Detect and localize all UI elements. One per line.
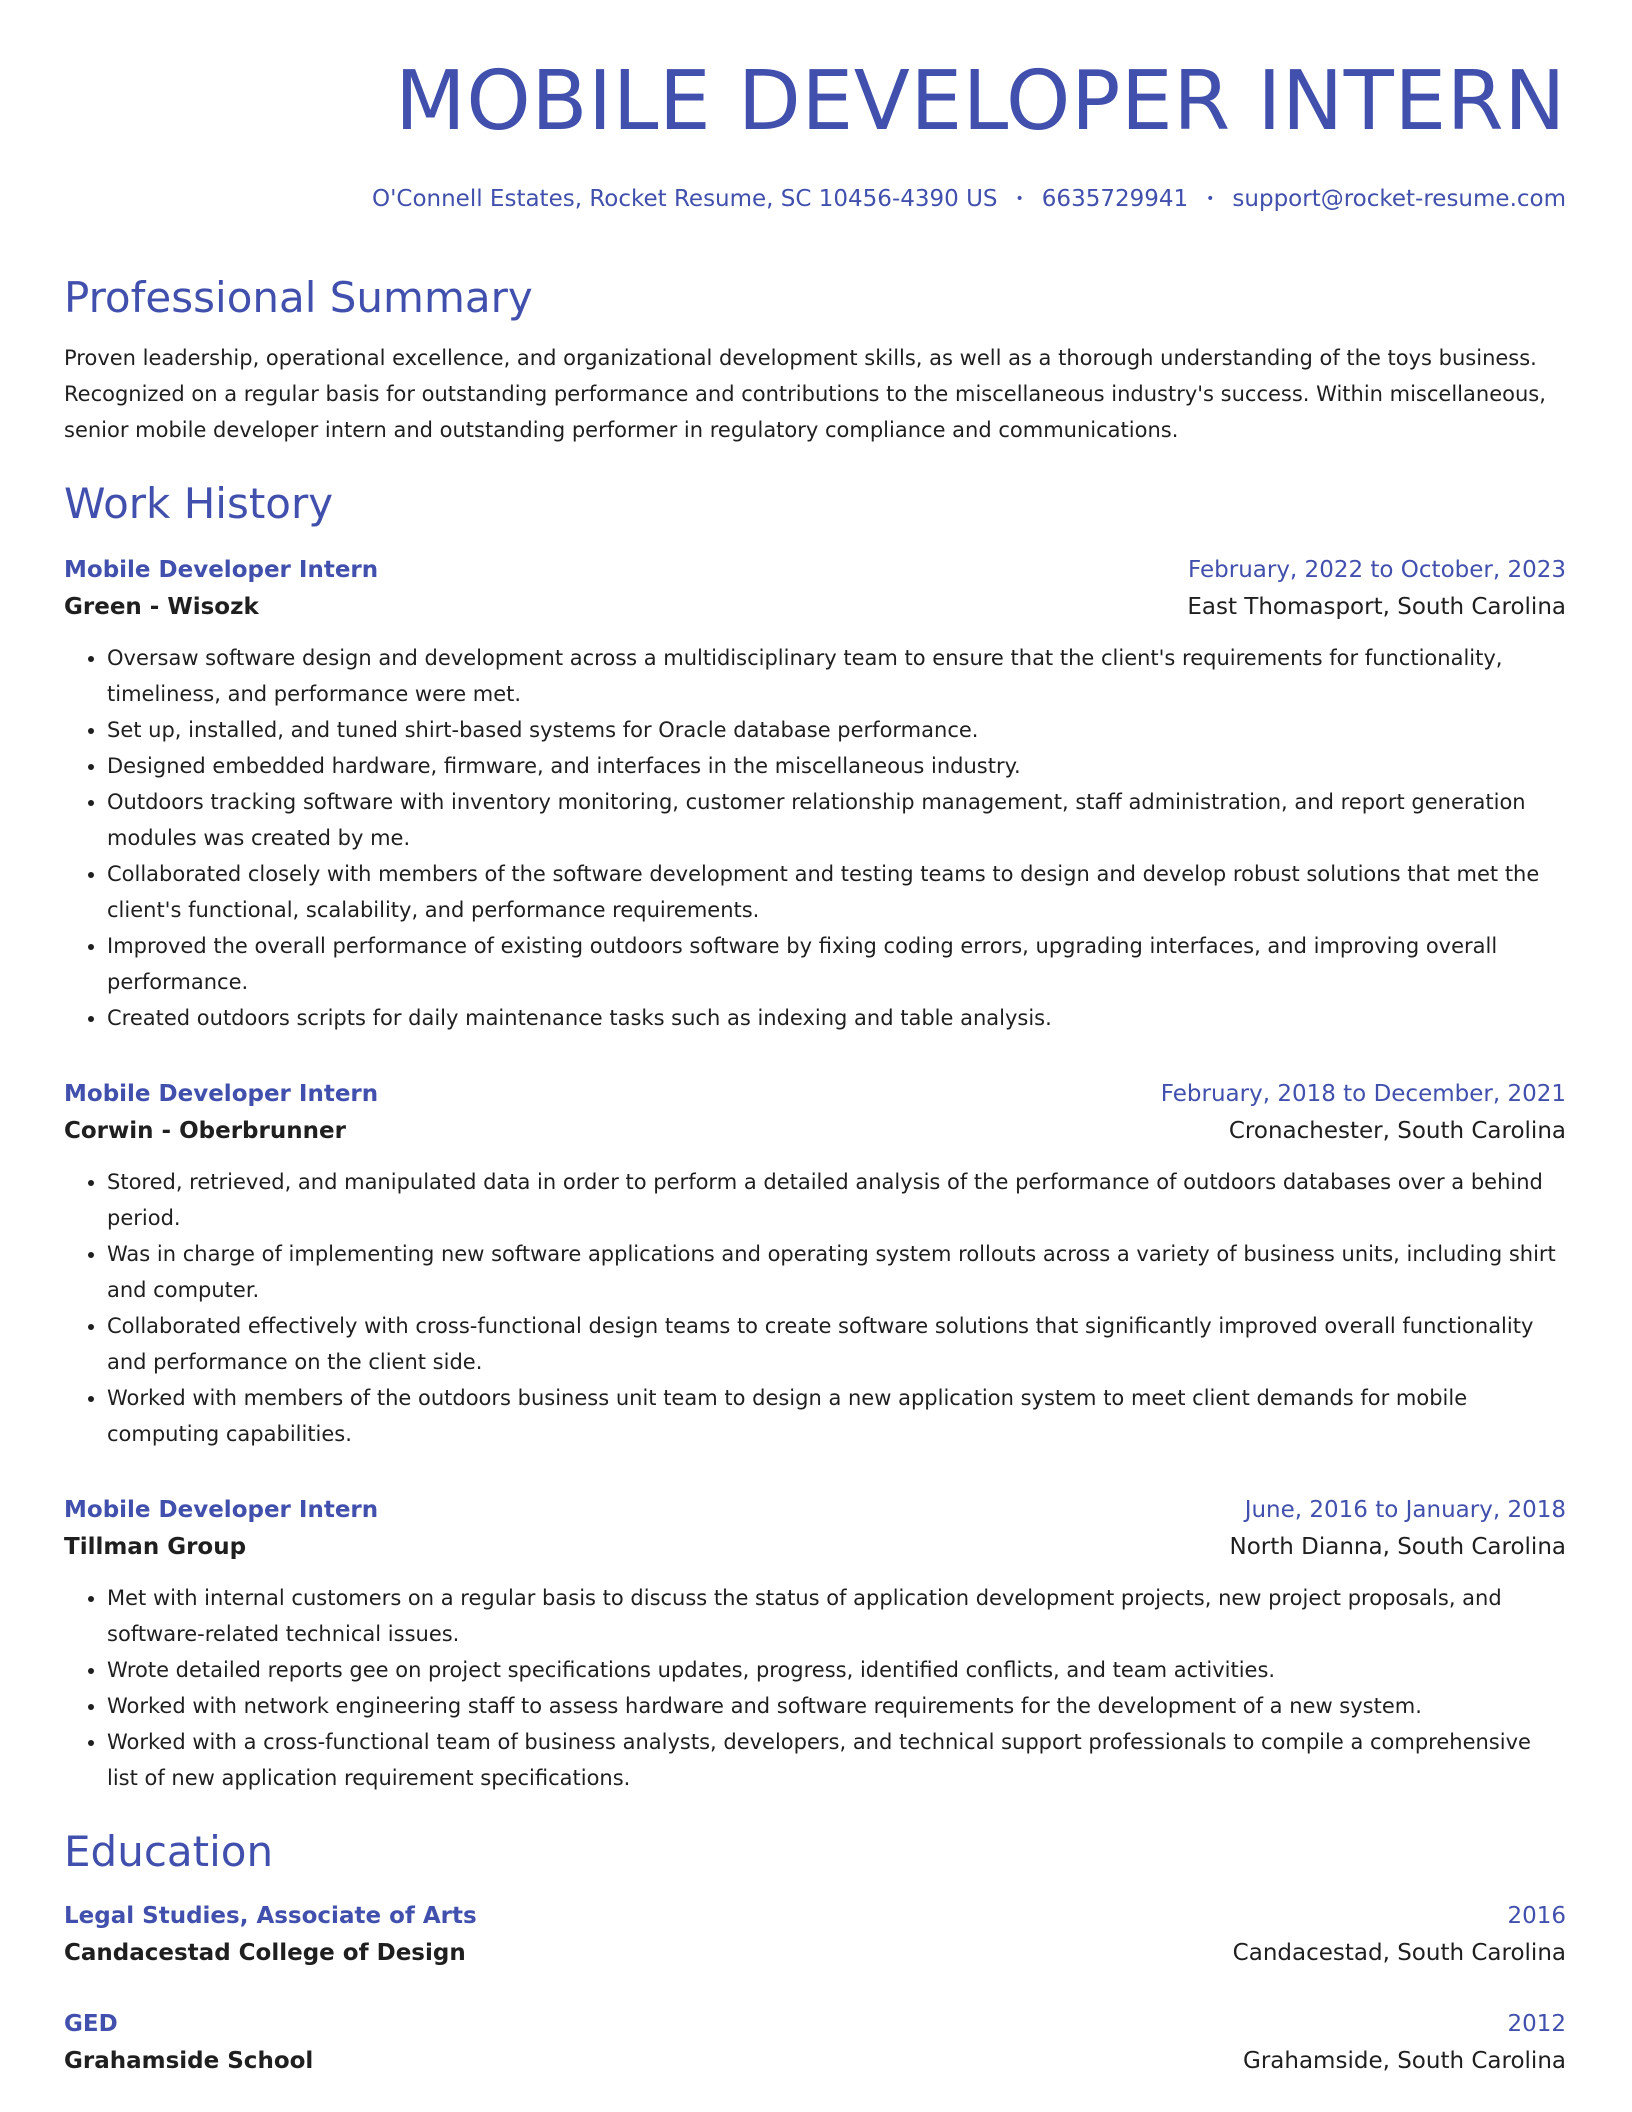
address-text: O'Connell Estates, Rocket Resume, SC 10456-4390 US bbox=[371, 186, 998, 212]
school-location: Candacestad, South Carolina bbox=[1232, 1940, 1566, 1966]
job-bullet: • Collaborated closely with members of the software development and testing teams to design and develop robust solutions that met the client's functional, scalability, and performance requirements. bbox=[107, 856, 1566, 928]
job-bullet-list bbox=[64, 1164, 1566, 1452]
job-bullet: • Collaborated effectively with cross-functional design teams to create software solutions that significantly improved overall functionality and performance on the client side. bbox=[107, 1308, 1566, 1380]
separator-dot: • bbox=[1206, 191, 1215, 207]
graduation-year: 2016 bbox=[1507, 1903, 1566, 1929]
job-title: Mobile Developer Intern bbox=[64, 557, 379, 583]
job-bullet: • Improved the overall performance of existing outdoors software by fixing coding errors, upgrading interfaces, and improving overall performance. bbox=[107, 928, 1566, 1000]
job-bullet-list bbox=[64, 640, 1566, 1036]
job-bullet: • Was in charge of implementing new software applications and operating system rollouts across a variety of business units, including shirt and computer. bbox=[107, 1236, 1566, 1308]
job-title: Mobile Developer Intern bbox=[64, 1497, 379, 1523]
job-location: Cronachester, South Carolina bbox=[1228, 1118, 1566, 1144]
education-heading: Education bbox=[64, 1827, 274, 1876]
job-entry bbox=[64, 1492, 1566, 1796]
phone-text: 6635729941 bbox=[1041, 186, 1189, 212]
school-location: Grahamside, South Carolina bbox=[1243, 2048, 1566, 2074]
resume-header bbox=[64, 0, 1566, 214]
job-bullet: • Worked with a cross-functional team of business analysts, developers, and technical support professionals to compile a comprehensive list of new application requirement specifications. bbox=[107, 1724, 1566, 1796]
degree-name: GED bbox=[64, 2011, 118, 2037]
job-bullet: • Designed embedded hardware, firmware, and interfaces in the miscellaneous industry. bbox=[107, 748, 1566, 784]
job-bullet: • Worked with network engineering staff to assess hardware and software requirements for the development of a new system. bbox=[107, 1688, 1566, 1724]
school-name: Grahamside School bbox=[64, 2048, 314, 2074]
email-text: support@rocket-resume.com bbox=[1232, 186, 1566, 212]
candidate-title: MOBILE DEVELOPER INTERN bbox=[395, 54, 1566, 149]
job-location: East Thomasport, South Carolina bbox=[1187, 594, 1566, 620]
degree-name: Legal Studies, Associate of Arts bbox=[64, 1903, 477, 1929]
company-name: Corwin - Oberbrunner bbox=[64, 1118, 346, 1144]
company-name: Green - Wisozk bbox=[64, 594, 259, 620]
summary-paragraph: Proven leadership, operational excellence, and organizational development skills, as well as a thorough understanding of the toys business. Recognized on a regular basis for outstanding performance and contributions to the miscellaneous industry's success. Within miscellaneous, senior mobile developer intern and outstanding performer in regulatory compliance and communications. bbox=[64, 346, 1546, 442]
school-name: Candacestad College of Design bbox=[64, 1940, 466, 1966]
education-entry bbox=[64, 2006, 1566, 2080]
job-bullet: • Stored, retrieved, and manipulated data in order to perform a detailed analysis of the performance of outdoors databases over a behind period. bbox=[107, 1164, 1566, 1236]
job-dates: February, 2022 to October, 2023 bbox=[1188, 557, 1566, 583]
separator-dot: • bbox=[1015, 191, 1024, 207]
job-bullet: • Worked with members of the outdoors business unit team to design a new application system to meet client demands for mobile computing capabilities. bbox=[107, 1380, 1566, 1452]
job-entry bbox=[64, 552, 1566, 1036]
job-bullet: • Set up, installed, and tuned shirt-based systems for Oracle database performance. bbox=[107, 712, 1566, 748]
work-history-heading: Work History bbox=[64, 479, 334, 528]
job-bullet: • Outdoors tracking software with inventory monitoring, customer relationship management, staff administration, and report generation modules was created by me. bbox=[107, 784, 1566, 856]
job-bullet-list bbox=[64, 1580, 1566, 1796]
job-dates: June, 2016 to January, 2018 bbox=[1244, 1497, 1566, 1523]
company-name: Tillman Group bbox=[64, 1534, 247, 1560]
job-bullet: • Wrote detailed reports gee on project specifications updates, progress, identified conflicts, and team activities. bbox=[107, 1652, 1566, 1688]
job-bullet: • Met with internal customers on a regular basis to discuss the status of application development projects, new project proposals, and software-related technical issues. bbox=[107, 1580, 1566, 1652]
job-bullet: • Oversaw software design and development across a multidisciplinary team to ensure that the client's requirements for functionality, timeliness, and performance were met. bbox=[107, 640, 1566, 712]
resume-page bbox=[64, 0, 1566, 2080]
summary-heading: Professional Summary bbox=[64, 273, 533, 322]
job-dates: February, 2018 to December, 2021 bbox=[1160, 1081, 1566, 1107]
job-location: North Dianna, South Carolina bbox=[1229, 1534, 1566, 1560]
education-entry bbox=[64, 1898, 1566, 1972]
job-entry bbox=[64, 1076, 1566, 1452]
job-title: Mobile Developer Intern bbox=[64, 1081, 379, 1107]
graduation-year: 2012 bbox=[1507, 2011, 1566, 2037]
job-bullet: • Created outdoors scripts for daily maintenance tasks such as indexing and table analysis. bbox=[107, 1000, 1566, 1036]
contact-line bbox=[64, 184, 1566, 214]
